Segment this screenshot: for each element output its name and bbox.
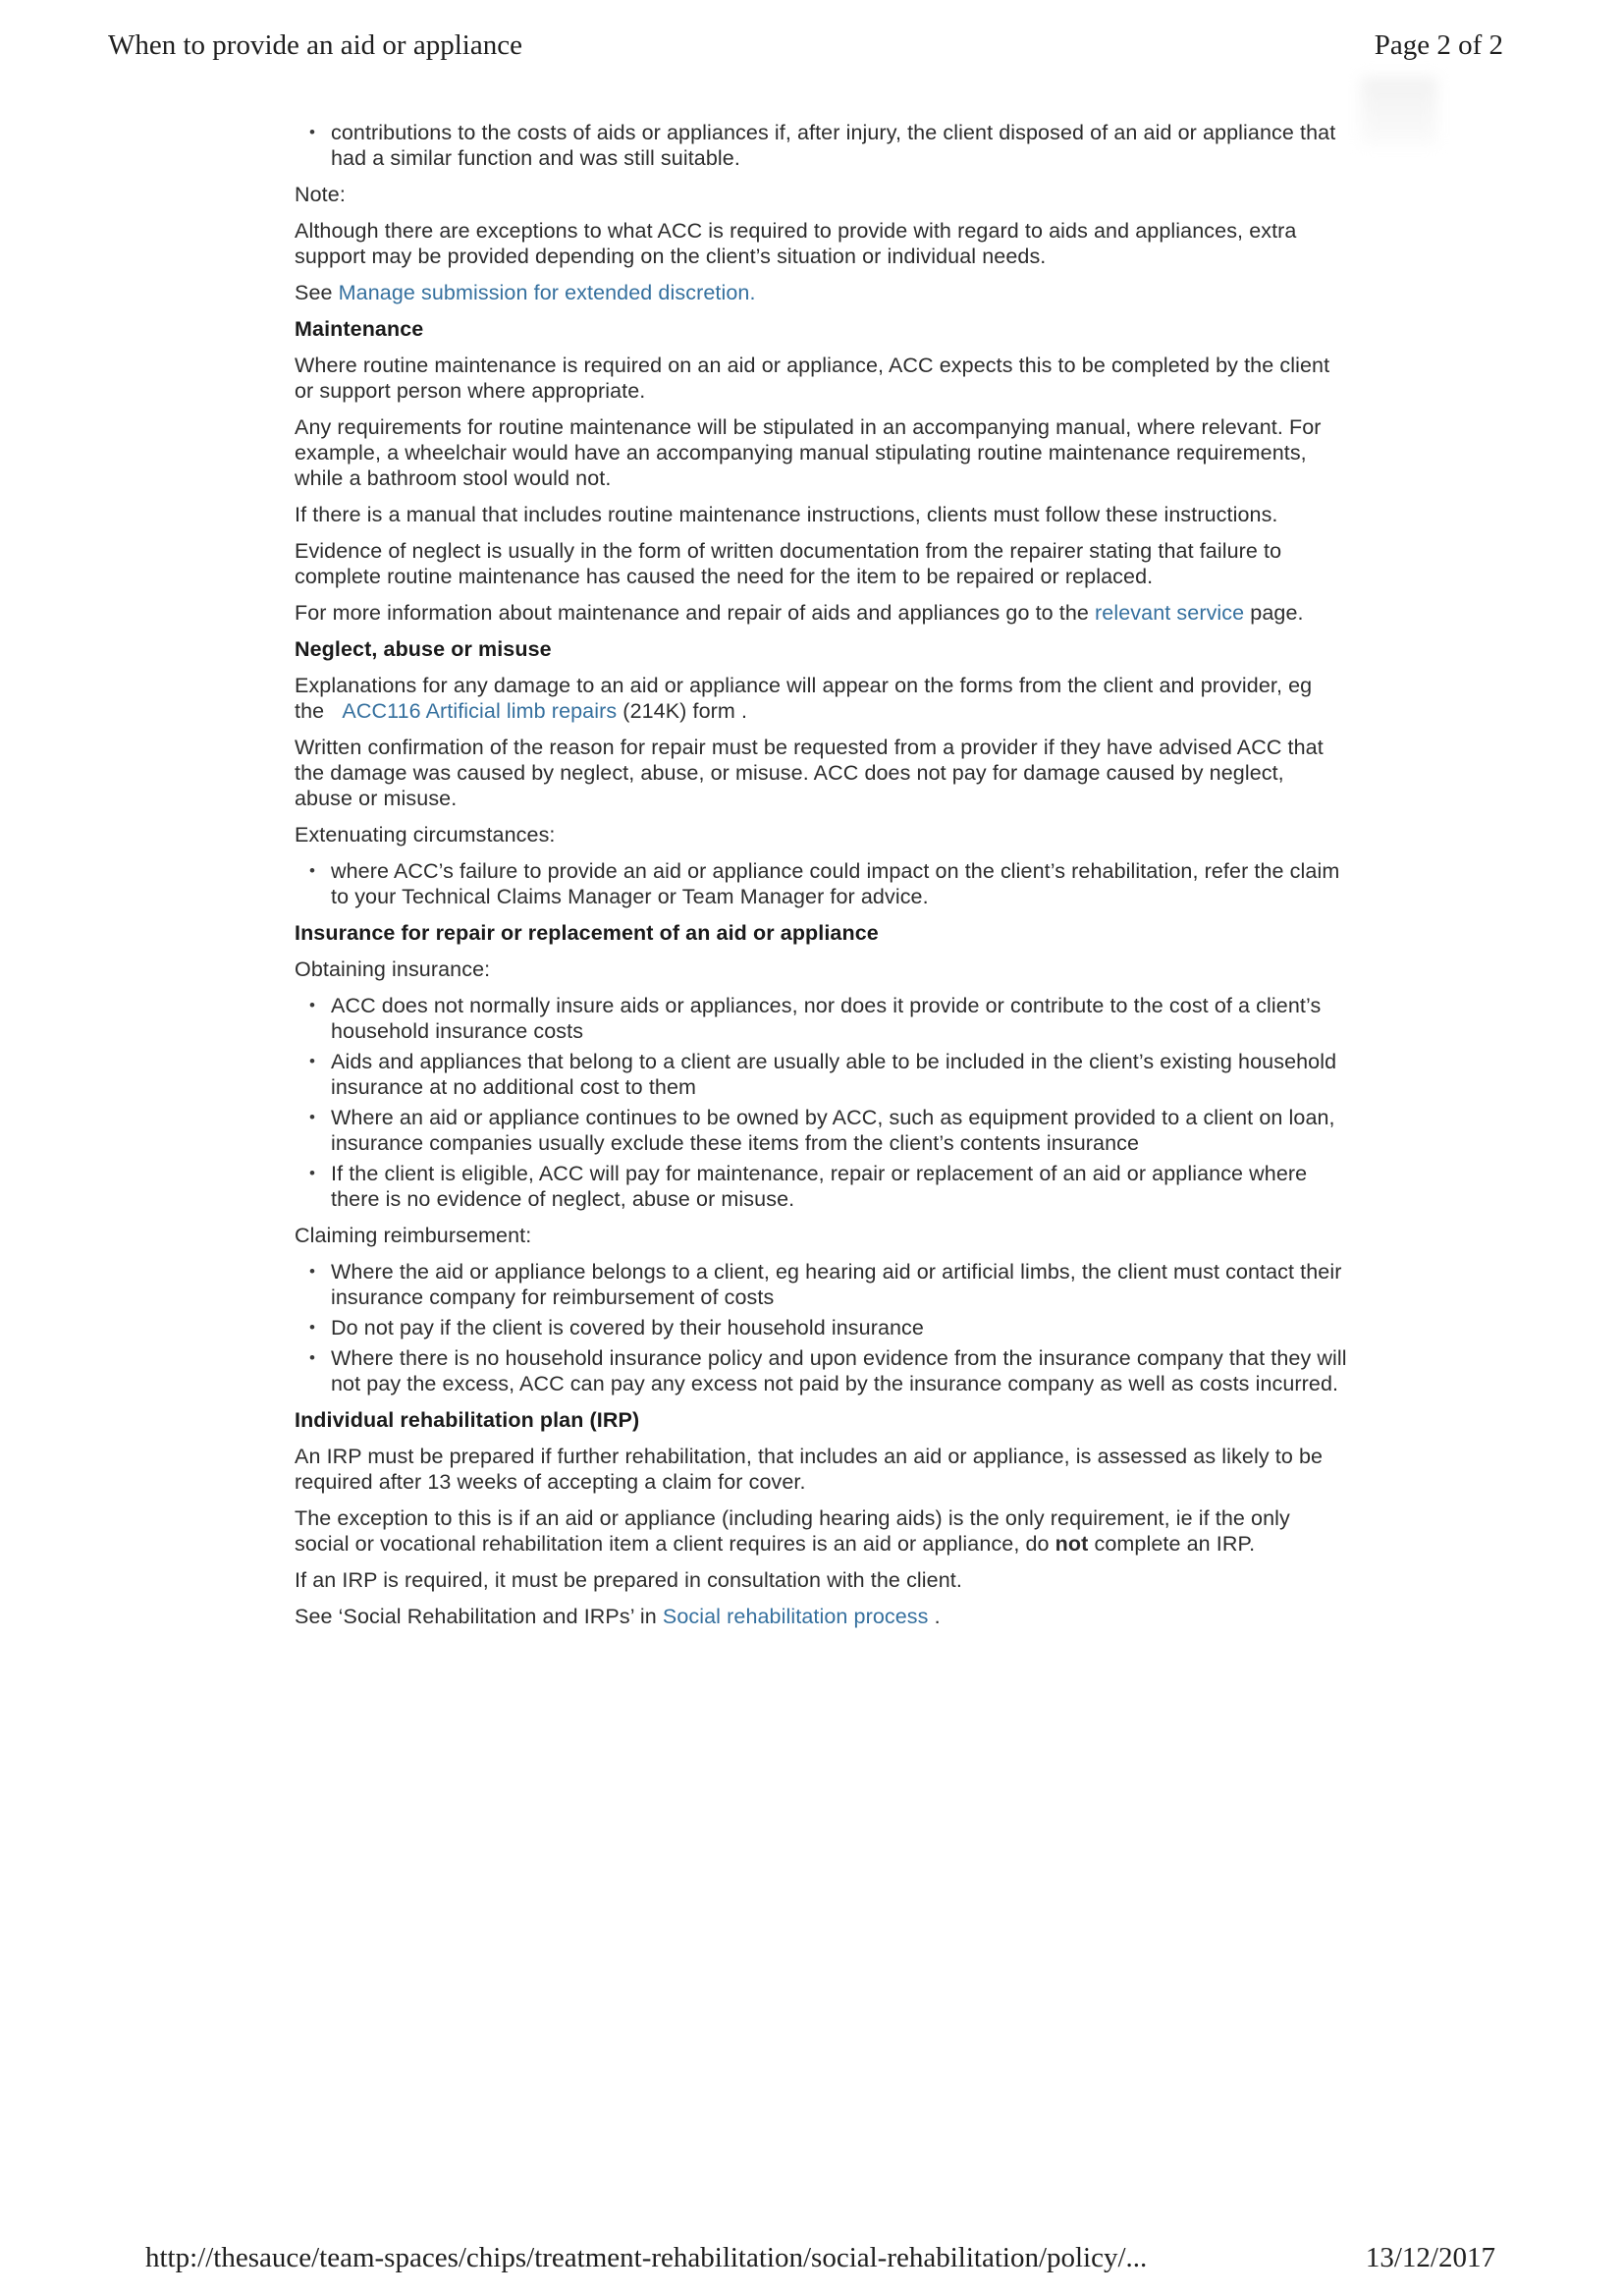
bullet-marker-icon: • bbox=[309, 1348, 316, 1367]
paragraph bbox=[295, 957, 1347, 982]
text-run: If an IRP is required, it must be prepared in consultation with the client. bbox=[295, 1568, 962, 1592]
text-run: Aids and appliances that belong to a client are usually able to be included in the client’s existing household insurance at no additional cost to them bbox=[331, 1050, 1337, 1099]
inline-link[interactable]: Social rehabilitation process bbox=[662, 1605, 929, 1628]
paragraph bbox=[295, 280, 1347, 305]
inline-link[interactable]: relevant service bbox=[1095, 601, 1245, 625]
inline-link[interactable]: ACC116 Artificial limb repairs bbox=[342, 699, 618, 723]
bullet-marker-icon: • bbox=[309, 861, 316, 880]
text-run: Claiming reimbursement: bbox=[295, 1224, 532, 1247]
text-run: If the client is eligible, ACC will pay for maintenance, repair or replacement of an aid or appliance where there is no evidence of neglect, abuse or misuse. bbox=[331, 1162, 1308, 1211]
text-run: Note: bbox=[295, 183, 346, 206]
text-run: Although there are exceptions to what ACC is required to provide with regard to aids and appliances, extra support may be provided depending on the client’s situation or individual needs. bbox=[295, 219, 1297, 268]
bullet-text bbox=[331, 1259, 1347, 1310]
paragraph bbox=[295, 353, 1347, 404]
page-header bbox=[108, 29, 1503, 62]
text-run: Do not pay if the client is covered by their household insurance bbox=[331, 1316, 924, 1339]
bullet-list bbox=[295, 858, 1347, 909]
text-run: (214K) form . bbox=[617, 699, 748, 723]
bullet-item bbox=[295, 993, 1347, 1044]
section-heading bbox=[295, 636, 1347, 662]
bullet-item bbox=[295, 1105, 1347, 1156]
bullet-list bbox=[295, 1259, 1347, 1396]
page-footer bbox=[145, 2242, 1495, 2274]
bullet-text bbox=[331, 1161, 1347, 1212]
bullet-marker-icon: • bbox=[309, 1164, 316, 1182]
text-run: Where the aid or appliance belongs to a client, eg hearing aid or artificial limbs, the client must contact their insurance company for reimbursement of costs bbox=[331, 1260, 1342, 1309]
text-run: Maintenance bbox=[295, 317, 424, 341]
text-run: Written confirmation of the reason for repair must be requested from a provider if they have advised ACC that the damage was caused by neglect, abuse, or misuse. ACC does not pay for damage caused by neglect, abuse or misuse. bbox=[295, 736, 1324, 810]
scan-artifact bbox=[1361, 77, 1437, 145]
bullet-list bbox=[295, 120, 1347, 171]
text-run: The exception to this is if an aid or appliance (including hearing aids) is the only requirement, ie if the only social or vocational rehabilitation item a client requires is an aid or appliance, do bbox=[295, 1506, 1290, 1556]
page-number: Page 2 of 2 bbox=[1374, 29, 1503, 61]
bullet-item bbox=[295, 1049, 1347, 1100]
text-run: An IRP must be prepared if further rehabilitation, that includes an aid or appliance, is assessed as likely to be required after 13 weeks of accepting a claim for cover. bbox=[295, 1445, 1324, 1494]
bullet-text bbox=[331, 1315, 1347, 1340]
paragraph bbox=[295, 822, 1347, 847]
bullet-item bbox=[295, 1345, 1347, 1396]
text-run: If there is a manual that includes routine maintenance instructions, clients must follow these instructions. bbox=[295, 503, 1278, 526]
text-run: For more information about maintenance and repair of aids and appliances go to the bbox=[295, 601, 1096, 625]
paragraph bbox=[295, 1223, 1347, 1248]
paragraph bbox=[295, 502, 1347, 527]
section-heading bbox=[295, 1407, 1347, 1433]
text-run: where ACC’s failure to provide an aid or appliance could impact on the client’s rehabilitation, refer the claim to your Technical Claims Manager or Team Manager for advice. bbox=[331, 859, 1340, 908]
bullet-marker-icon: • bbox=[309, 1318, 316, 1337]
paragraph bbox=[295, 182, 1347, 207]
bullet-text bbox=[331, 1345, 1347, 1396]
paragraph bbox=[295, 1505, 1347, 1557]
bullet-item bbox=[295, 1259, 1347, 1310]
text-run: See bbox=[295, 281, 339, 304]
inline-link[interactable]: Manage submission for extended discretion. bbox=[338, 281, 756, 304]
bullet-marker-icon: • bbox=[309, 1108, 316, 1126]
paragraph bbox=[295, 1604, 1347, 1629]
text-run: Where an aid or appliance continues to be owned by ACC, such as equipment provided to a client on loan, insurance companies usually exclude these items from the client’s contents insurance bbox=[331, 1106, 1335, 1155]
bullet-text bbox=[331, 858, 1347, 909]
bullet-list bbox=[295, 993, 1347, 1212]
text-run: . bbox=[928, 1605, 941, 1628]
paragraph bbox=[295, 414, 1347, 491]
text-run: Where there is no household insurance policy and upon evidence from the insurance company that they will not pay the excess, ACC can pay any excess not paid by the insurance company as well as costs incurred. bbox=[331, 1346, 1347, 1395]
text-run: ACC does not normally insure aids or appliances, nor does it provide or contribute to the cost of a client’s household insurance costs bbox=[331, 994, 1322, 1043]
bullet-item bbox=[295, 858, 1347, 909]
paragraph bbox=[295, 218, 1347, 269]
paragraph bbox=[295, 1567, 1347, 1593]
section-heading bbox=[295, 316, 1347, 342]
text-run: Explanations for any damage to an aid or appliance will appear on the forms from the client and provider, eg the bbox=[295, 674, 1313, 723]
source-url: http://thesauce/team-spaces/chips/treatment-rehabilitation/social-rehabilitation/policy/... bbox=[145, 2242, 1148, 2273]
bullet-text bbox=[331, 1105, 1347, 1156]
text-run: contributions to the costs of aids or appliances if, after injury, the client disposed of an aid or appliance that had a similar function and was still suitable. bbox=[331, 121, 1336, 170]
bullet-item bbox=[295, 120, 1347, 171]
document-title: When to provide an aid or appliance bbox=[108, 29, 522, 61]
bullet-item bbox=[295, 1315, 1347, 1340]
text-run: complete an IRP. bbox=[1088, 1532, 1256, 1556]
bullet-marker-icon: • bbox=[309, 996, 316, 1014]
text-run: Where routine maintenance is required on an aid or appliance, ACC expects this to be completed by the client or support person where appropriate. bbox=[295, 354, 1330, 403]
text-run: Extenuating circumstances: bbox=[295, 823, 556, 847]
paragraph bbox=[295, 1444, 1347, 1495]
bullet-text bbox=[331, 993, 1347, 1044]
bullet-item bbox=[295, 1161, 1347, 1212]
paragraph bbox=[295, 600, 1347, 626]
section-heading bbox=[295, 920, 1347, 946]
paragraph bbox=[295, 673, 1347, 724]
bullet-text bbox=[331, 120, 1347, 171]
text-run: page. bbox=[1244, 601, 1304, 625]
text-run: See ‘Social Rehabilitation and IRPs’ in bbox=[295, 1605, 663, 1628]
text-run: Any requirements for routine maintenance will be stipulated in an accompanying manual, where relevant. For example, a wheelchair would have an accompanying manual stipulating routine maintenance requirements, while a bathroom stool would not. bbox=[295, 415, 1322, 490]
bullet-text bbox=[331, 1049, 1347, 1100]
bullet-marker-icon: • bbox=[309, 1262, 316, 1281]
text-run: Individual rehabilitation plan (IRP) bbox=[295, 1408, 640, 1432]
text-run: Insurance for repair or replacement of an aid or appliance bbox=[295, 921, 879, 945]
paragraph bbox=[295, 538, 1347, 589]
bullet-marker-icon: • bbox=[309, 1052, 316, 1070]
paragraph bbox=[295, 735, 1347, 811]
text-run: not bbox=[1055, 1532, 1089, 1556]
bullet-marker-icon: • bbox=[309, 123, 316, 141]
print-date: 13/12/2017 bbox=[1365, 2242, 1495, 2273]
text-run: Evidence of neglect is usually in the form of written documentation from the repairer stating that failure to complete routine maintenance has caused the need for the item to be repaired or replaced. bbox=[295, 539, 1282, 588]
text-run: Obtaining insurance: bbox=[295, 957, 491, 981]
document-body bbox=[295, 120, 1347, 1640]
text-run: Neglect, abuse or misuse bbox=[295, 637, 552, 661]
